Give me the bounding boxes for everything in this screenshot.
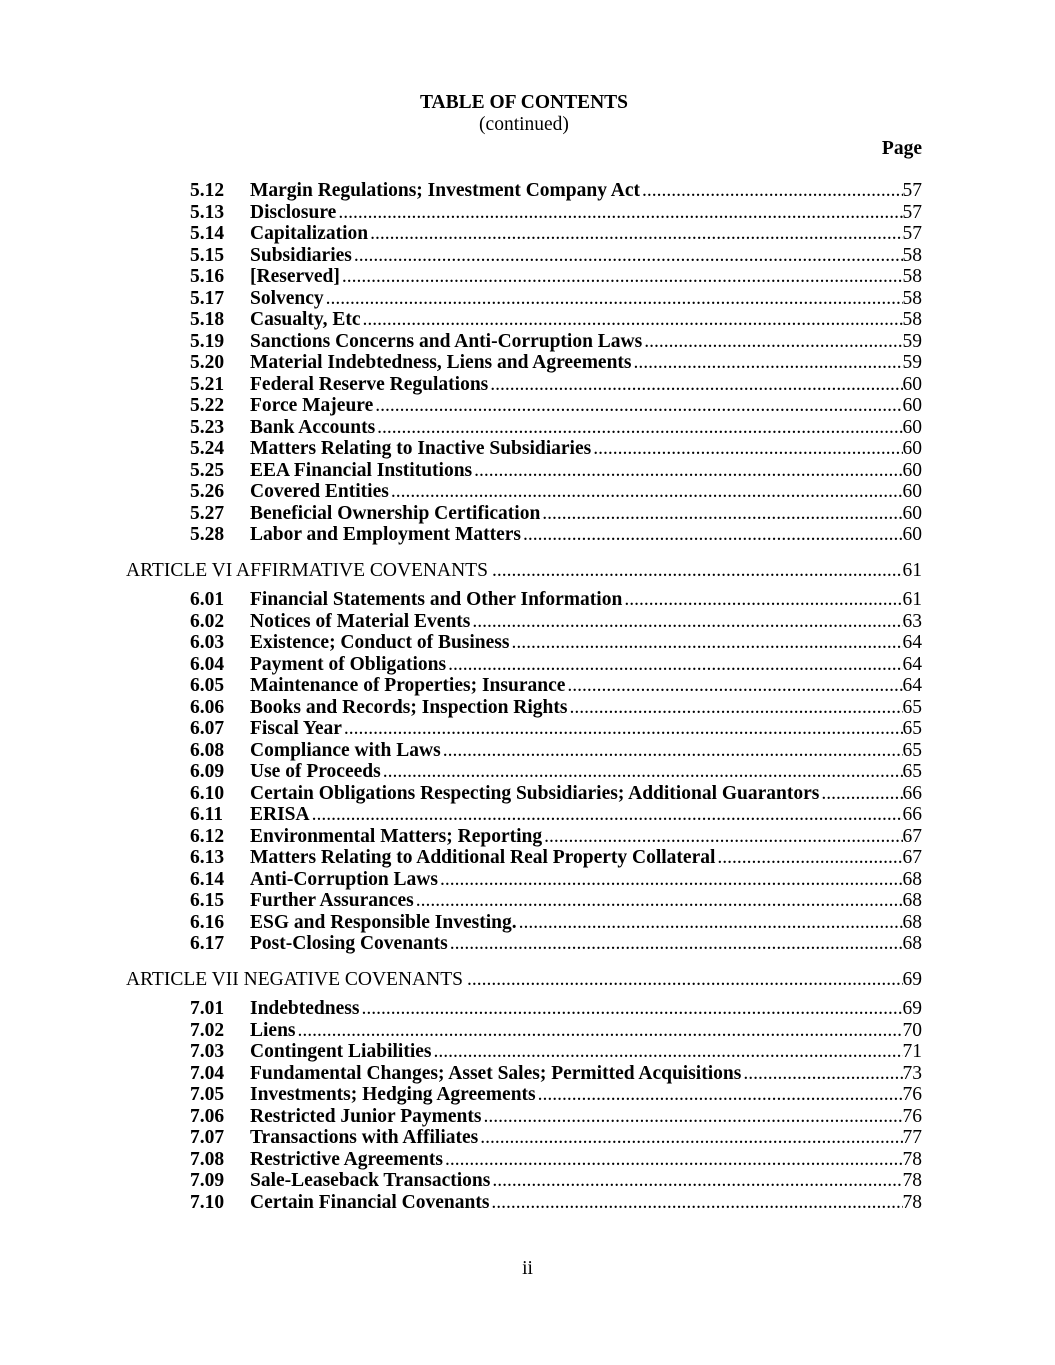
page-content: [126, 92, 922, 1213]
toc-dot-leader: [632, 352, 903, 374]
toc-entry-title: Subsidiaries: [250, 244, 352, 266]
toc-dot-leader: [342, 718, 903, 740]
toc-dot-leader: [443, 1149, 903, 1171]
toc-entry-number: 5.17: [190, 287, 225, 309]
toc-entry-number: 5.18: [190, 309, 225, 330]
page-column-label: Page: [881, 138, 922, 159]
toc-entry-title: Notices of Material Events: [250, 610, 471, 632]
toc-entry-number: 5.20: [190, 352, 225, 373]
toc-entry: [126, 890, 922, 912]
toc-entry-number: 5.15: [190, 244, 225, 266]
toc-entry: [126, 933, 922, 955]
toc-entry: [126, 826, 922, 848]
toc-entry-title: EEA Financial Institutions: [250, 459, 473, 481]
toc-entry: [126, 1127, 922, 1149]
toc-list: [126, 180, 922, 1213]
toc-entry: [126, 503, 922, 525]
toc-entry-page: 60: [902, 481, 922, 502]
toc-entry-number: 7.01: [190, 998, 225, 1019]
toc-dot-leader: [490, 1170, 902, 1192]
toc-entry-number: 5.16: [190, 266, 225, 287]
toc-dot-leader: [509, 632, 902, 654]
toc-dot-leader: [642, 331, 902, 353]
toc-dot-leader: [741, 1063, 902, 1085]
toc-entry-number: 7.05: [190, 1084, 225, 1105]
toc-entry-number: 5.28: [190, 524, 225, 545]
toc-entry-page: 66: [902, 804, 922, 825]
toc-dot-leader: [488, 374, 902, 396]
toc-entry-number: 6.03: [190, 632, 225, 653]
toc-entry-number: 7.02: [190, 1019, 225, 1041]
toc-entry-page: 68: [902, 933, 922, 954]
toc-entry-page: 73: [902, 1062, 922, 1084]
toc-entry-title: Solvency: [250, 287, 324, 309]
toc-entry-number: 6.10: [190, 782, 225, 804]
toc-entry: [126, 998, 922, 1020]
toc-entry-title: Beneficial Ownership Certification: [250, 502, 541, 524]
toc-entry: [126, 395, 922, 417]
toc-entry-page: 58: [902, 266, 922, 287]
toc-entry-title: Investments; Hedging Agreements: [250, 1084, 536, 1105]
toc-entry: [126, 1041, 922, 1063]
toc-entry-page: 61: [902, 559, 922, 581]
toc-entry-title: Indebtedness: [250, 998, 360, 1019]
toc-dot-leader: [536, 1084, 903, 1106]
toc-entry-page: 57: [902, 223, 922, 244]
toc-dot-leader: [446, 654, 902, 676]
toc-entry-title: Disclosure: [250, 201, 337, 223]
toc-entry-number: 5.22: [190, 395, 225, 416]
toc-dot-leader: [472, 460, 902, 482]
toc-dot-leader: [441, 740, 903, 762]
toc-entry-title: Matters Relating to Inactive Subsidiaries: [250, 438, 592, 459]
toc-dot-leader: [622, 589, 902, 611]
toc-entry-page: 65: [902, 739, 922, 761]
toc-dot-leader: [375, 417, 902, 439]
toc-entry-title: ERISA: [250, 804, 310, 825]
toc-entry-page: 65: [902, 718, 922, 739]
toc-entry-title: Compliance with Laws: [250, 739, 441, 761]
toc-dot-leader: [521, 524, 902, 546]
toc-dot-leader: [517, 912, 903, 934]
toc-entry: [126, 438, 922, 460]
toc-dot-leader: [336, 202, 902, 224]
toc-entry-title: Certain Obligations Respecting Subsidiaries; Additional Guarantors: [250, 782, 820, 804]
toc-entry: [126, 1170, 922, 1192]
toc-entry-page: 68: [902, 868, 922, 890]
toc-entry-title: Certain Financial Covenants: [250, 1191, 490, 1213]
toc-entry: [126, 374, 922, 396]
toc-entry-page: 64: [902, 632, 922, 653]
toc-entry: [126, 180, 922, 202]
toc-entry-page: 71: [902, 1041, 922, 1062]
toc-entry-page: 76: [902, 1084, 922, 1105]
toc-entry: [126, 632, 922, 654]
footer-page-number: ii: [522, 1258, 533, 1279]
toc-dot-leader: [565, 675, 902, 697]
toc-entry: [126, 288, 922, 310]
toc-entry-page: 60: [902, 395, 922, 416]
toc-entry-page: 58: [902, 244, 922, 266]
toc-entry: [126, 654, 922, 676]
toc-entry-number: 7.04: [190, 1062, 225, 1084]
toc-entry-title: Sale-Leaseback Transactions: [250, 1170, 491, 1191]
toc-dot-leader: [463, 969, 903, 991]
toc-entry-page: 77: [902, 1127, 922, 1148]
toc-entry-title: Labor and Employment Matters: [250, 524, 522, 545]
toc-dot-leader: [324, 288, 903, 310]
toc-entry-number: 6.01: [190, 589, 225, 610]
toc-entry-title: Further Assurances: [250, 890, 414, 911]
toc-entry-page: 60: [902, 502, 922, 524]
toc-entry: [126, 352, 922, 374]
toc-entry-page: 64: [902, 653, 922, 675]
toc-entry: [126, 847, 922, 869]
toc-entry-number: 7.07: [190, 1127, 225, 1148]
toc-entry: [126, 675, 922, 697]
toc-entry-title: Capitalization: [250, 223, 369, 244]
toc-entry-page: 69: [902, 968, 922, 990]
toc-entry: [126, 266, 922, 288]
toc-entry-title: Material Indebtedness, Liens and Agreements: [250, 352, 632, 373]
toc-entry-number: 7.03: [190, 1041, 225, 1062]
toc-dot-leader: [352, 245, 903, 267]
toc-dot-leader: [540, 503, 902, 525]
toc-entry-number: 6.11: [190, 804, 224, 825]
toc-entry-title: ARTICLE VI AFFIRMATIVE COVENANTS: [126, 559, 488, 581]
toc-entry-number: 5.25: [190, 459, 225, 481]
toc-entry-page: 59: [902, 330, 922, 352]
toc-dot-leader: [368, 223, 902, 245]
toc-entry-number: 7.09: [190, 1170, 225, 1191]
toc-dot-leader: [359, 998, 902, 1020]
toc-entry-number: 6.05: [190, 675, 225, 696]
toc-entry-title: Financial Statements and Other Information: [250, 589, 623, 610]
toc-entry-number: 6.08: [190, 739, 225, 761]
toc-entry: [126, 223, 922, 245]
toc-entry-page: 76: [902, 1105, 922, 1127]
toc-dot-leader: [488, 560, 903, 582]
toc-entry: [126, 481, 922, 503]
toc-dot-leader: [489, 1192, 902, 1214]
toc-entry-number: 7.10: [190, 1191, 225, 1213]
toc-entry-number: 6.12: [190, 825, 225, 847]
toc-entry-number: 6.07: [190, 718, 225, 739]
toc-entry-title: Casualty, Etc: [250, 309, 361, 330]
toc-entry: [126, 589, 922, 611]
page-subtitle: (continued): [479, 114, 569, 135]
toc-entry-title: Liens: [250, 1019, 296, 1041]
toc-dot-leader: [389, 481, 903, 503]
toc-entry-number: 6.02: [190, 610, 225, 632]
toc-entry-page: 69: [902, 998, 922, 1019]
toc-entry-title: Covered Entities: [250, 481, 389, 502]
toc-entry-number: 6.15: [190, 890, 225, 911]
toc-entry: [126, 1020, 922, 1042]
toc-entry-number: 5.24: [190, 438, 225, 459]
toc-entry-page: 58: [902, 309, 922, 330]
toc-entry-page: 67: [902, 847, 922, 868]
toc-dot-leader: [310, 804, 903, 826]
toc-entry-number: 6.17: [190, 933, 225, 954]
toc-dot-leader: [819, 783, 902, 805]
toc-entry-title: Fundamental Changes; Asset Sales; Permitted Acquisitions: [250, 1062, 742, 1084]
toc-entry-page: 67: [902, 825, 922, 847]
toc-entry-number: 5.23: [190, 416, 225, 438]
toc-entry: [126, 309, 922, 331]
toc-entry-title: Anti-Corruption Laws: [250, 868, 438, 890]
toc-entry-title: Use of Proceeds: [250, 761, 381, 782]
toc-entry-page: 66: [902, 782, 922, 804]
toc-entry: [126, 460, 922, 482]
toc-dot-leader: [340, 266, 903, 288]
toc-entry-title: Payment of Obligations: [250, 653, 447, 675]
toc-entry-number: 6.09: [190, 761, 225, 782]
toc-dot-leader: [296, 1020, 903, 1042]
toc-entry-title: Transactions with Affiliates: [250, 1127, 479, 1148]
toc-entry-number: 7.08: [190, 1148, 225, 1170]
toc-entry-page: 60: [902, 438, 922, 459]
toc-header: [126, 92, 922, 160]
toc-entry-page: 70: [902, 1019, 922, 1041]
toc-entry-page: 58: [902, 287, 922, 309]
toc-entry-page: 63: [902, 610, 922, 632]
toc-entry-title: [Reserved]: [250, 266, 340, 287]
toc-entry: [126, 1063, 922, 1085]
toc-entry-number: 5.12: [190, 180, 225, 201]
toc-entry-title: ARTICLE VII NEGATIVE COVENANTS: [126, 968, 463, 990]
toc-entry-page: 57: [902, 201, 922, 223]
toc-entry-number: 5.21: [190, 373, 225, 395]
toc-dot-leader: [478, 1127, 902, 1149]
toc-entry: [126, 761, 922, 783]
toc-entry: [126, 1149, 922, 1171]
toc-entry: [126, 524, 922, 546]
toc-dot-leader: [470, 611, 902, 633]
toc-entry: [126, 804, 922, 826]
toc-entry-page: 57: [902, 180, 922, 201]
toc-entry-number: 6.14: [190, 868, 225, 890]
toc-entry: [126, 245, 922, 267]
toc-entry-number: 5.27: [190, 502, 225, 524]
toc-entry-page: 78: [902, 1148, 922, 1170]
toc-entry-number: 6.04: [190, 653, 225, 675]
toc-dot-leader: [373, 395, 902, 417]
toc-entry-title: Federal Reserve Regulations: [250, 373, 489, 395]
toc-entry: [126, 718, 922, 740]
toc-dot-leader: [591, 438, 902, 460]
toc-entry-page: 78: [902, 1170, 922, 1191]
toc-dot-leader: [481, 1106, 902, 1128]
toc-entry-title: Contingent Liabilities: [250, 1041, 432, 1062]
toc-entry-title: Existence; Conduct of Business: [250, 632, 510, 653]
toc-dot-leader: [448, 933, 903, 955]
toc-entry-title: Fiscal Year: [250, 718, 342, 739]
toc-entry-page: 68: [902, 911, 922, 933]
toc-entry-title: ESG and Responsible Investing.: [250, 911, 517, 933]
toc-entry-page: 68: [902, 890, 922, 911]
toc-entry-number: 5.14: [190, 223, 225, 244]
toc-entry-title: Matters Relating to Additional Real Property Collateral: [250, 847, 716, 868]
toc-entry-title: Restricted Junior Payments: [250, 1105, 482, 1127]
toc-dot-leader: [414, 890, 903, 912]
toc-entry-number: 5.26: [190, 481, 225, 502]
toc-dot-leader: [361, 309, 903, 331]
toc-entry-title: Margin Regulations; Investment Company Act: [250, 180, 640, 201]
toc-dot-leader: [542, 826, 902, 848]
toc-entry: [126, 1106, 922, 1128]
toc-entry-page: 60: [902, 459, 922, 481]
toc-entry-title: Restrictive Agreements: [250, 1148, 443, 1170]
toc-entry-number: 7.06: [190, 1105, 225, 1127]
toc-entry-number: 5.19: [190, 330, 225, 352]
toc-entry-title: Sanctions Concerns and Anti-Corruption Laws: [250, 330, 643, 352]
toc-entry: [126, 1192, 922, 1214]
toc-entry-number: 6.13: [190, 847, 225, 868]
toc-entry: [126, 202, 922, 224]
page-title: TABLE OF CONTENTS: [419, 92, 629, 113]
toc-dot-leader: [438, 869, 903, 891]
toc-entry-number: 6.16: [190, 911, 225, 933]
toc-entry-page: 59: [902, 352, 922, 373]
toc-entry-page: 78: [902, 1191, 922, 1213]
toc-dot-leader: [640, 180, 903, 202]
toc-dot-leader: [567, 697, 902, 719]
toc-entry-page: 60: [902, 373, 922, 395]
toc-dot-leader: [431, 1041, 902, 1063]
toc-entry: [126, 417, 922, 439]
toc-entry-page: 61: [902, 589, 922, 610]
toc-entry-number: 6.06: [190, 696, 225, 718]
toc-dot-leader: [715, 847, 902, 869]
toc-entry-title: Environmental Matters; Reporting: [250, 825, 543, 847]
toc-entry-page: 64: [902, 675, 922, 696]
toc-entry: [126, 969, 922, 991]
toc-entry: [126, 783, 922, 805]
toc-entry: [126, 611, 922, 633]
toc-entry: [126, 1084, 922, 1106]
toc-entry: [126, 697, 922, 719]
toc-entry-title: Force Majeure: [250, 395, 374, 416]
toc-entry-page: 60: [902, 524, 922, 545]
toc-entry: [126, 331, 922, 353]
toc-entry: [126, 912, 922, 934]
toc-entry: [126, 740, 922, 762]
toc-entry-title: Maintenance of Properties; Insurance: [250, 675, 566, 696]
toc-entry-title: Bank Accounts: [250, 416, 376, 438]
toc-entry: [126, 869, 922, 891]
toc-entry-page: 60: [902, 416, 922, 438]
toc-entry-title: Books and Records; Inspection Rights: [250, 696, 568, 718]
toc-dot-leader: [381, 761, 903, 783]
toc-entry-title: Post-Closing Covenants: [250, 933, 448, 954]
toc-entry-page: 65: [902, 696, 922, 718]
toc-entry-page: 65: [902, 761, 922, 782]
toc-entry: [126, 560, 922, 582]
toc-entry-number: 5.13: [190, 201, 225, 223]
